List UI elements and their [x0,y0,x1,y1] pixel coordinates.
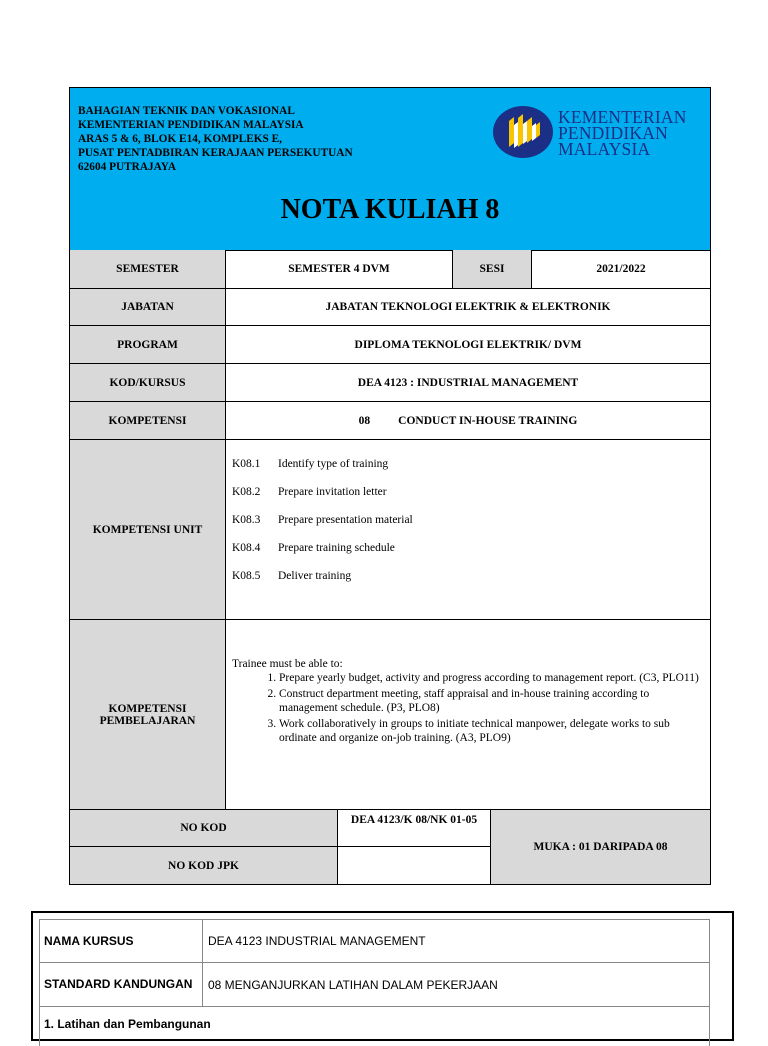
kompetensi-row [70,402,710,440]
table-row [39,1006,710,1046]
unit-text: Deliver training [278,570,352,582]
no-kod-jpk-label: NO KOD JPK [70,847,338,884]
kod-kursus-label: KOD/KURSUS [70,364,226,401]
kompetensi-value: CONDUCT IN-HOUSE TRAINING [398,414,578,427]
list-item: 1. Prepare yearly budget, activity and progress according to management report. (C3, PLO11) [279,671,702,685]
no-kod-value: DEA 4123/K 08/NK 01-05 [338,810,491,847]
org-line: PUSAT PENTADBIRAN KERAJAAN PERSEKUTUAN [78,147,353,159]
list-item: 3. Work collaboratively in groups to initiate technical manpower, delegate works to sub ordinate and organize on-job training. (A3, PLO9) [279,717,702,745]
kompetensi-pembelajaran-row [70,620,710,810]
nama-kursus-label: NAMA KURSUS [40,920,203,962]
list-item [232,514,413,542]
list-item [232,458,413,486]
org-line: KEMENTERIAN PENDIDIKAN MALAYSIA [78,119,304,131]
kompetensi-pembelajaran-label [70,620,226,809]
no-kod-label: NO KOD [70,810,338,847]
org-line: 62604 PUTRAJAYA [78,161,177,173]
org-line: BAHAGIAN TEKNIK DAN VOKASIONAL [78,105,295,117]
kompetensi-label: KOMPETENSI [70,402,226,439]
semester-value: SEMESTER 4 DVM [226,250,453,288]
no-kod-jpk-value [338,847,491,884]
pembelajaran-label-line: PEMBELAJARAN [99,714,196,727]
semester-row [70,250,710,289]
organization-address [78,104,353,174]
program-value: DIPLOMA TEKNOLOGI ELEKTRIK/ DVM [354,338,582,351]
kompetensi-value-cell [226,402,710,439]
unit-text: Identify type of training [278,458,389,470]
kompetensi-unit-row [70,440,710,620]
pembelajaran-label-line: KOMPETENSI [108,702,187,715]
wordmark-line: MALAYSIA [558,139,651,159]
unit-code: K08.2 [232,486,261,498]
wordmark-line: KEMENTERIAN [558,107,687,127]
ministry-emblem-icon [492,105,554,159]
course-info-box [31,911,734,1041]
unit-code: K08.5 [232,570,261,582]
ministry-logo [492,105,692,165]
header-banner [70,88,710,251]
jabatan-row [70,289,710,326]
kod-kursus-value: DEA 4123 : INDUSTRIAL MANAGEMENT [357,376,579,389]
code-footer [70,810,710,884]
unit-text: Prepare training schedule [278,542,395,554]
jabatan-label: JABATAN [70,289,226,325]
unit-text: Prepare invitation letter [278,486,387,498]
table-row [39,962,710,1007]
list-item [232,570,413,598]
learning-outcomes [232,657,702,745]
wordmark-line: PENDIDIKAN [558,123,668,143]
outcome-intro: Trainee must be able to: [232,658,343,670]
sesi-value: 2021/2022 [596,263,646,275]
ministry-wordmark [558,109,687,157]
unit-text: Prepare presentation material [278,514,413,526]
org-line: ARAS 5 & 6, BLOK E14, KOMPLEKS E, [78,133,282,145]
program-row [70,326,710,364]
unit-code: K08.3 [232,514,261,526]
unit-code: K08.1 [232,458,261,470]
page-count: MUKA : 01 DARIPADA 08 [491,810,710,884]
kod-kursus-row [70,364,710,402]
semester-label: SEMESTER [70,250,226,288]
lecture-note-cover [69,87,711,885]
sesi-label: SESI [453,250,532,288]
standard-kandungan-value: 08 MENGANJURKAN LATIHAN DALAM PEKERJAAN [208,977,498,992]
section-heading: 1. Latihan dan Pembangunan [44,1017,211,1031]
program-label: PROGRAM [70,326,226,363]
list-item [232,542,413,570]
standard-kandungan-label: STANDARD KANDUNGAN [40,963,203,1006]
kompetensi-unit-label: KOMPETENSI UNIT [70,440,226,619]
list-item: 2. Construct department meeting, staff appraisal and in-house training according to management schedule. (P3, PLO8) [279,687,702,715]
unit-code: K08.4 [232,542,261,554]
table-row [39,919,710,963]
jabatan-value: JABATAN TEKNOLOGI ELEKTRIK & ELEKTRONIK [325,301,611,313]
kompetensi-number: 08 [358,414,371,427]
nama-kursus-value: DEA 4123 INDUSTRIAL MANAGEMENT [208,934,426,948]
list-item [232,486,413,514]
document-title: NOTA KULIAH 8 [280,194,500,225]
kompetensi-unit-list [232,458,413,598]
